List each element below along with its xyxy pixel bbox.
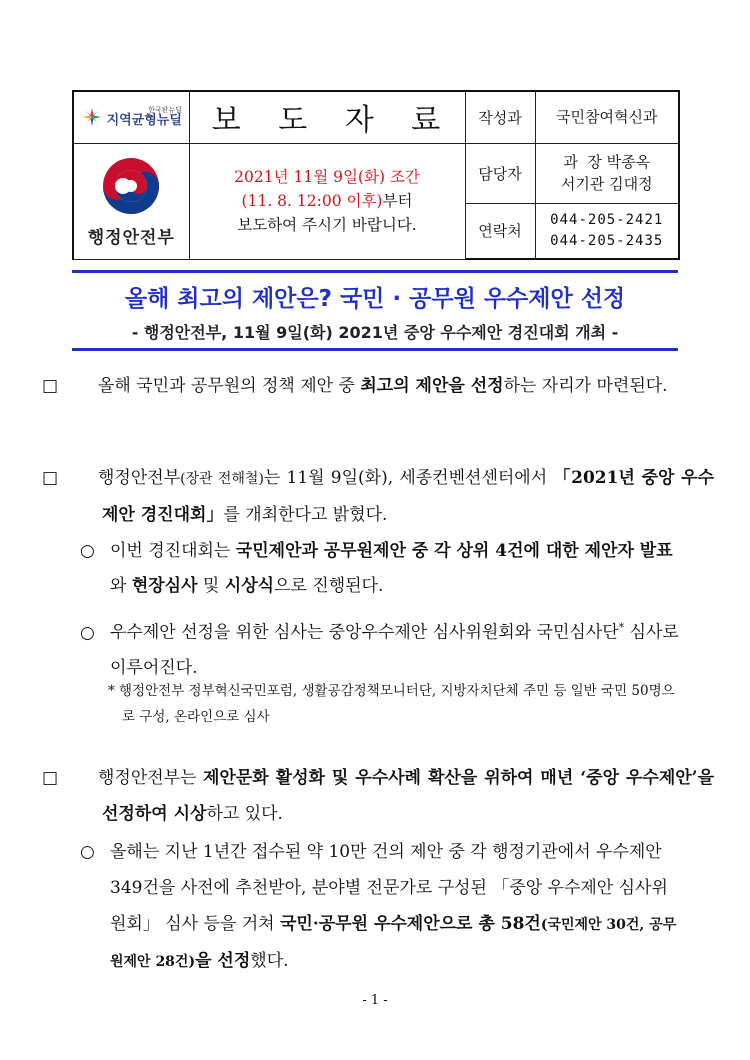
contact-value [535, 143, 679, 203]
footnote [108, 678, 684, 730]
document-title: 보 도 자 료 [189, 91, 465, 143]
p2-event-name: 「2021년 중앙 우수제안 경진대회」 [102, 468, 715, 525]
c3-selected: 을 선정 [195, 951, 251, 971]
subheadline: - 행정안전부, 11월 9일(화) 2021년 중앙 우수제안 경진대회 개최 - [131, 323, 619, 342]
c3-text-a: 올해는 지난 1년간 접수된 약 10만 건의 제안 중 각 행정기관에서 우수제안 349건을 사전에 추천받아, 분야별 전문가로 구성된 「중앙 우수제안 심사위원회」 심사 등을 거쳐 [110, 842, 668, 934]
contact-line-1: 과 장 박종옥 [563, 153, 651, 171]
p3-text-a: 행정안전부는 [98, 768, 203, 788]
logo-small-text: 한국판뉴딜 [148, 106, 182, 115]
footnote-text: * 행정안전부 정부혁신국민포럼, 생활공감정책모니터단, 지방자치단체 주민 등 일반 국민 50명으로 구성, 온라인으로 심사 [108, 683, 675, 725]
paragraph-3 [42, 760, 715, 832]
c1-ceremony: 시상식 [224, 576, 275, 596]
c1-text-a: 이번 경진대회는 [110, 541, 236, 561]
press-release-header [72, 90, 680, 260]
c3-breakdown: (국민제안 30건, 공무원제안 28건) [110, 917, 677, 970]
circle-bullet: ○ [80, 842, 95, 862]
p1-text-c: 하는 자리가 마련된다. [503, 376, 668, 396]
ministry-name: 행정안전부 [87, 227, 175, 248]
logo-main-text: 지역균형뉴딜 [106, 113, 182, 129]
circle-item-3 [80, 834, 684, 980]
contact-label: 담당자 [465, 143, 535, 203]
paragraph-1 [42, 368, 714, 404]
c1-text-e: 및 [197, 576, 225, 596]
embargo-request: 보도하여 주시기 바랍니다. [237, 216, 417, 234]
c3-text-bold: 국민·공무원 우수제안으로 총 58건 [280, 914, 541, 934]
c2-text-rest: 심사로 이루어진다. [110, 622, 679, 678]
p3-text-c: 하고 있다. [206, 804, 283, 824]
square-bullet: □ [42, 468, 59, 488]
p2-text-a: 행정안전부 [98, 468, 181, 488]
c1-text-bold: 국민제안과 공무원제안 중 각 상위 4건에 대한 제안자 발표 [235, 541, 673, 561]
phone-value [535, 203, 679, 259]
p1-text-bold: 최고의 제안을 선정 [360, 376, 504, 396]
phone-label: 연락처 [465, 203, 535, 259]
p2-text-b: 는 11월 9일(화), 세종컨벤션센터에서 [263, 468, 554, 488]
c1-onsite: 현장심사 [131, 576, 198, 596]
phone-2: 044-205-2435 [550, 232, 664, 249]
c1-text-c: 와 [110, 576, 132, 596]
c3-text-d: 했다. [250, 951, 289, 971]
p3-text-bold: 제안문화 활성화 및 우수사례 확산을 위하여 매년 ‘중앙 우수제안’을 선정하여 시상 [102, 768, 715, 824]
circle-item-2 [80, 610, 684, 686]
p2-minister: (장관 전해철) [180, 471, 264, 487]
dept-value: 국민참여혁신과 [535, 91, 679, 143]
c2-footnote-mark: * [618, 621, 625, 634]
headline: 올해 최고의 제안은? 국민 · 공무원 우수제안 선정 [124, 286, 626, 312]
square-bullet: □ [42, 376, 59, 396]
embargo-date: 2021년 11월 9일(화) 조간 [234, 168, 420, 186]
circle-bullet: ○ [80, 541, 95, 561]
taegeuk-emblem-icon [100, 155, 162, 217]
embargo-from: 부터 [382, 192, 413, 210]
phone-1: 044-205-2421 [550, 211, 664, 228]
c2-text: 우수제안 선정을 위한 심사는 중앙우수제안 심사위원회와 국민심사단 [110, 622, 619, 643]
balanced-new-deal-logo [73, 91, 189, 143]
page-number: - 1 - [362, 993, 388, 1008]
dept-label: 작성과 [465, 91, 535, 143]
p1-text-a: 올해 국민과 공무원의 정책 제안 중 [98, 376, 361, 396]
paragraph-2 [42, 460, 715, 533]
embargo-time: (11. 8. 12:00 이후) [241, 192, 383, 210]
top-divider [72, 270, 678, 273]
square-bullet: □ [42, 768, 59, 788]
contact-line-2: 서기관 김대정 [560, 175, 653, 193]
embargo-notice [189, 143, 465, 259]
c1-text-g: 으로 진행된다. [274, 576, 384, 596]
bottom-divider [72, 348, 678, 351]
ministry-emblem-cell [73, 143, 189, 259]
circle-bullet: ○ [80, 622, 95, 643]
circle-item-1 [80, 534, 684, 604]
p2-text-d: 를 개최한다고 밝혔다. [223, 505, 388, 525]
new-deal-icon [81, 106, 103, 128]
